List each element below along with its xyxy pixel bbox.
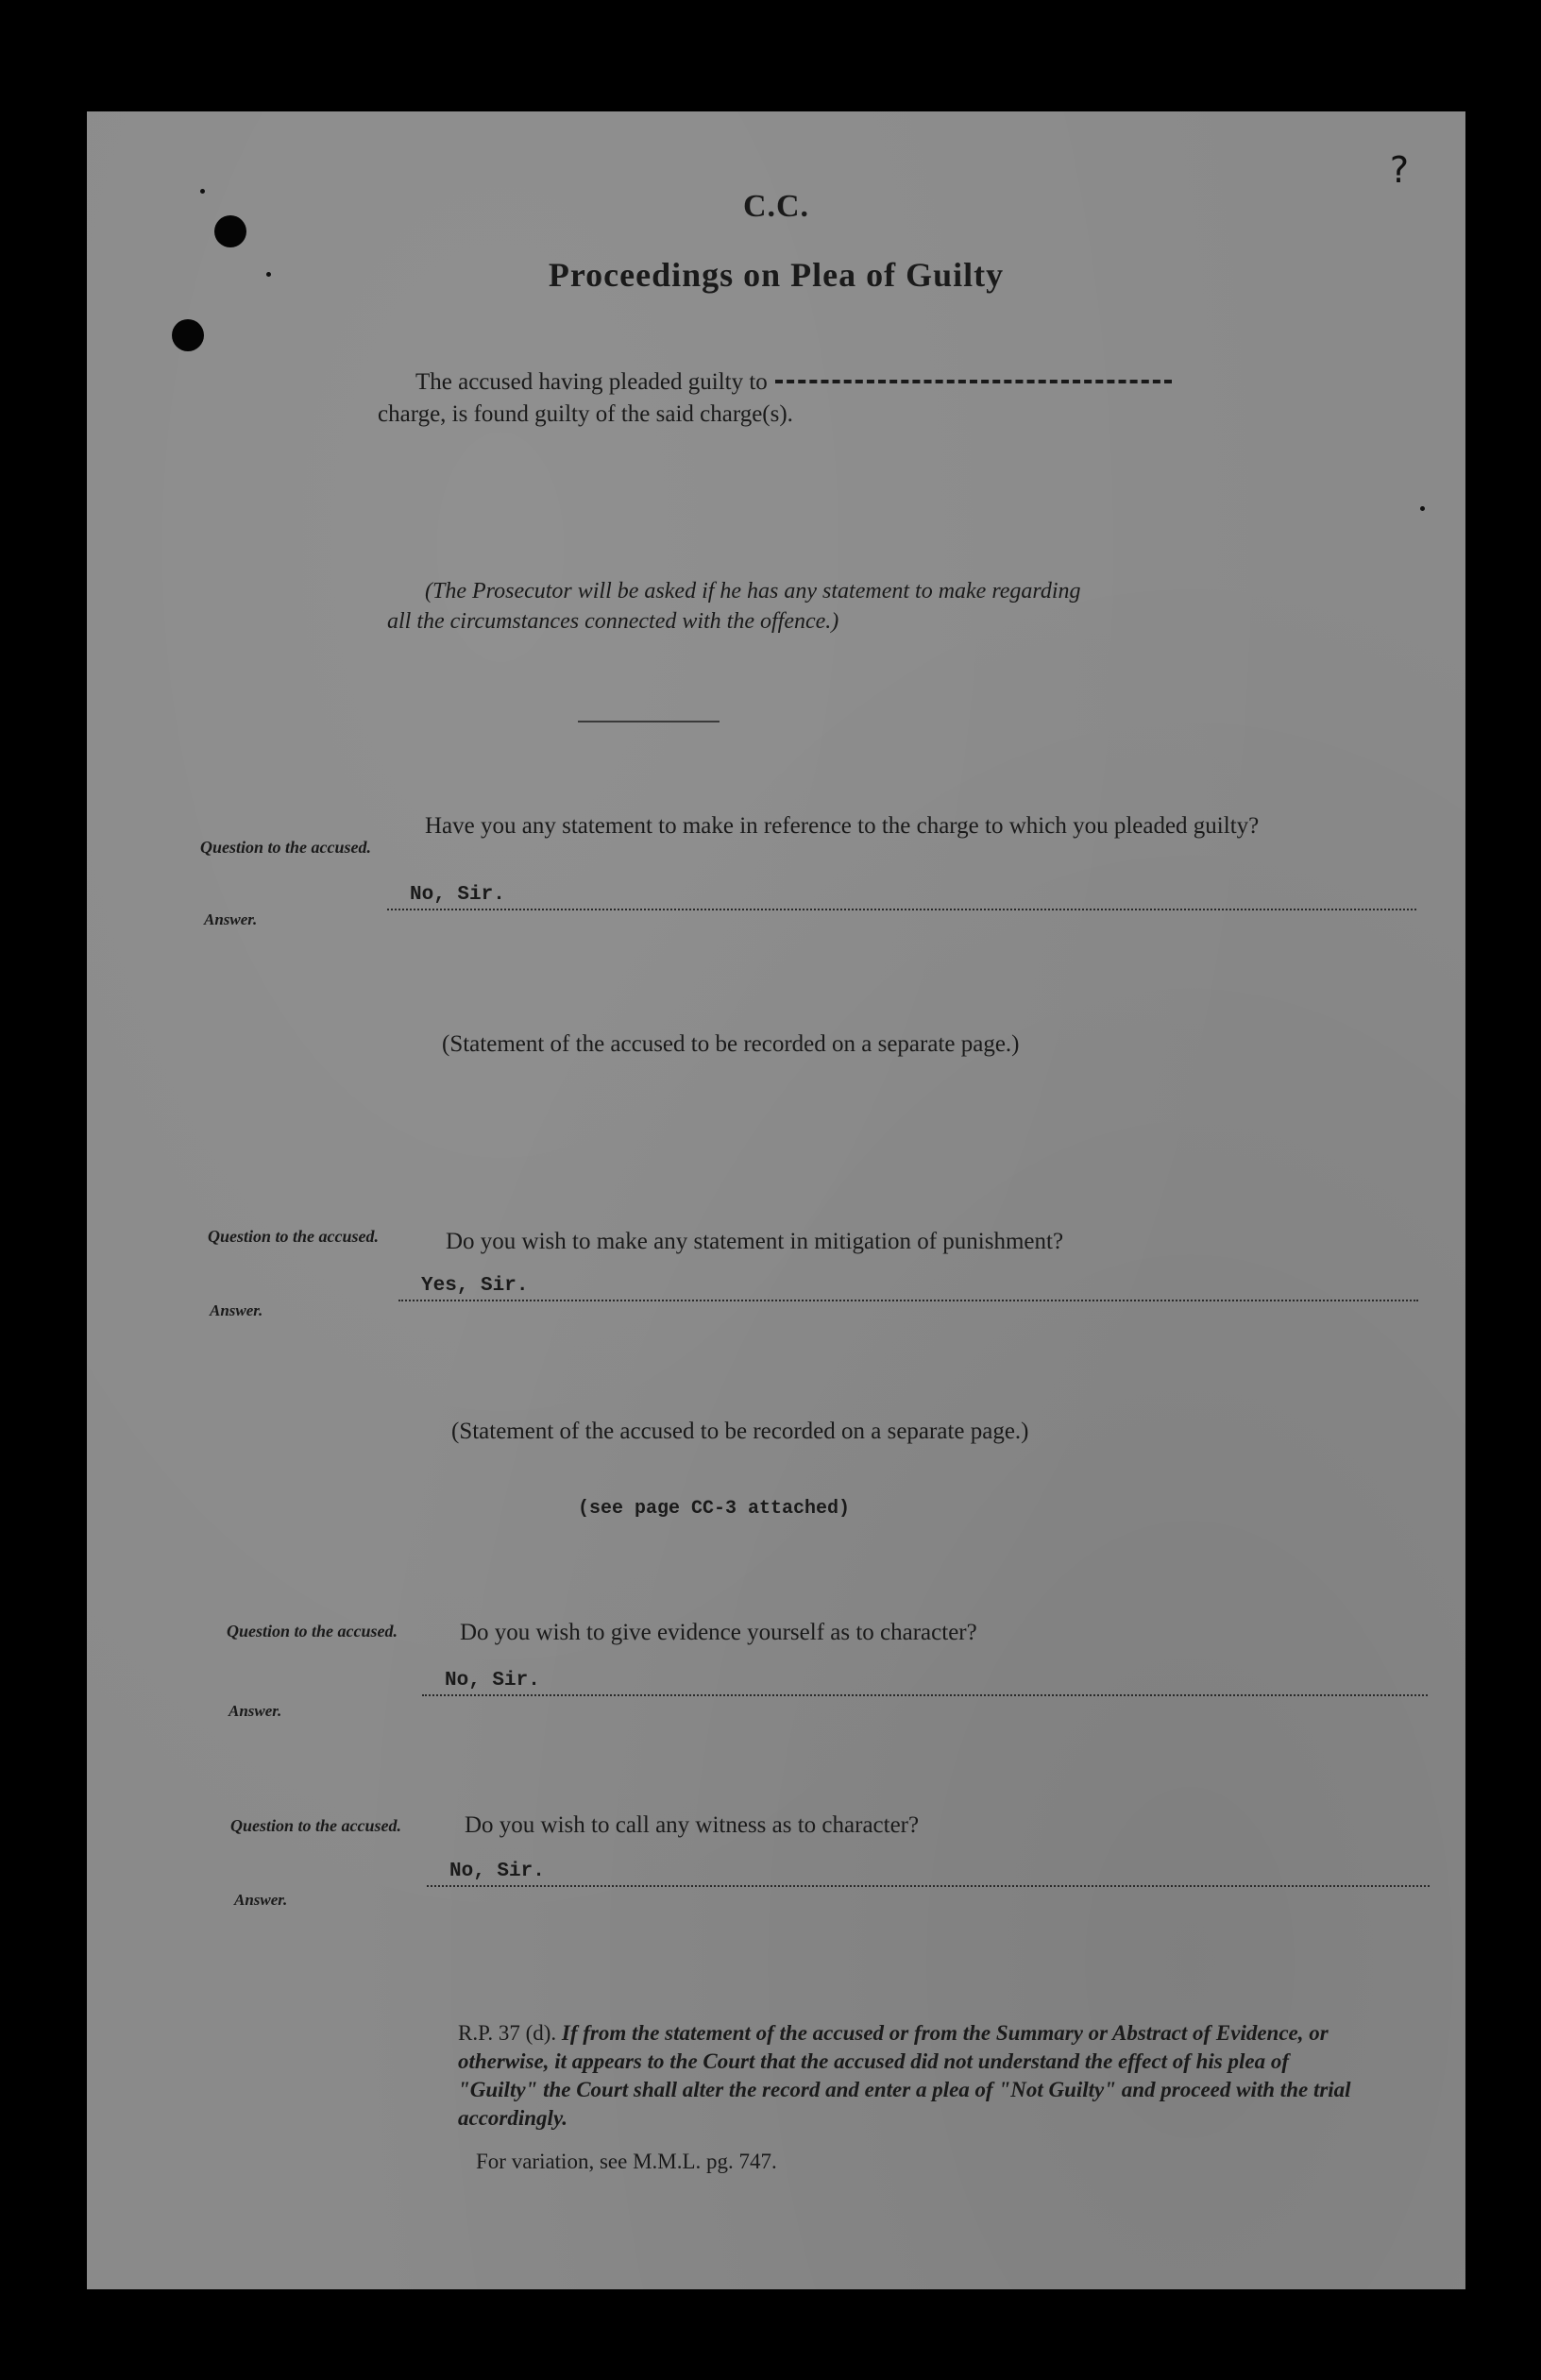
document-page <box>87 111 1465 2289</box>
question-3: Do you wish to give evidence yourself as to character? <box>460 1620 977 1645</box>
question-label-1: Question to the accused. <box>200 838 372 857</box>
statement-note-1: (Statement of the accused to be recorded on a separate page.) <box>442 1031 1020 1057</box>
charge-blank <box>775 380 1172 387</box>
answer-label-3: Answer. <box>229 1702 282 1720</box>
answer-label-4: Answer. <box>234 1891 288 1909</box>
plea-line-1: The accused having pleaded guilty to <box>415 369 768 395</box>
rule-of-procedure <box>422 2019 1357 2133</box>
question-4: Do you wish to call any witness as to character? <box>465 1812 920 1838</box>
variation-note: For variation, see M.M.L. pg. 747. <box>476 2150 777 2173</box>
corner-mark: ? <box>1389 149 1409 191</box>
divider <box>578 721 720 722</box>
prosecutor-note-line-2: all the circumstances connected with the offence.) <box>387 609 839 634</box>
statement-note-2: (Statement of the accused to be recorded on a separate page.) <box>451 1419 1029 1444</box>
rp-text: If from the statement of the accused or from the Summary or Abstract of Evidence, or otherwise, it appears to the Court that the accused did not understand the effect of his plea of "Guilty" the Court shall alter the record and enter a plea of "Not Guilty" and proceed with the trial accordingly. <box>458 2021 1351 2130</box>
plea-paragraph <box>378 366 1322 431</box>
see-page-reference: (see page CC-3 attached) <box>578 1498 851 1520</box>
page-title: Proceedings on Plea of Guilty <box>548 256 1005 294</box>
question-label-3: Question to the accused. <box>227 1622 398 1640</box>
rp-reference: R.P. 37 (d). <box>458 2021 557 2045</box>
question-label-4: Question to the accused. <box>230 1816 402 1835</box>
answer-2: Yes, Sir. <box>398 1275 1418 1301</box>
answer-1: No, Sir. <box>387 884 1416 910</box>
answer-label-1: Answer. <box>204 910 258 928</box>
question-1: Have you any statement to make in reference to the charge to which you pleaded guilty? <box>425 813 1260 839</box>
question-2: Do you wish to make any statement in mitigation of punishment? <box>446 1229 1064 1254</box>
punch-hole <box>172 319 204 351</box>
speck <box>1420 506 1425 511</box>
answer-label-2: Answer. <box>210 1301 263 1319</box>
prosecutor-note <box>387 576 1416 637</box>
plea-line-2: charge, is found guilty of the said charge(s). <box>378 401 793 427</box>
answer-4: No, Sir. <box>427 1861 1430 1887</box>
form-code: C.C. <box>742 189 810 224</box>
question-label-2: Question to the accused. <box>208 1227 380 1246</box>
answer-3: No, Sir. <box>422 1670 1428 1696</box>
prosecutor-note-line-1: (The Prosecutor will be asked if he has any statement to make regarding <box>425 579 1081 604</box>
